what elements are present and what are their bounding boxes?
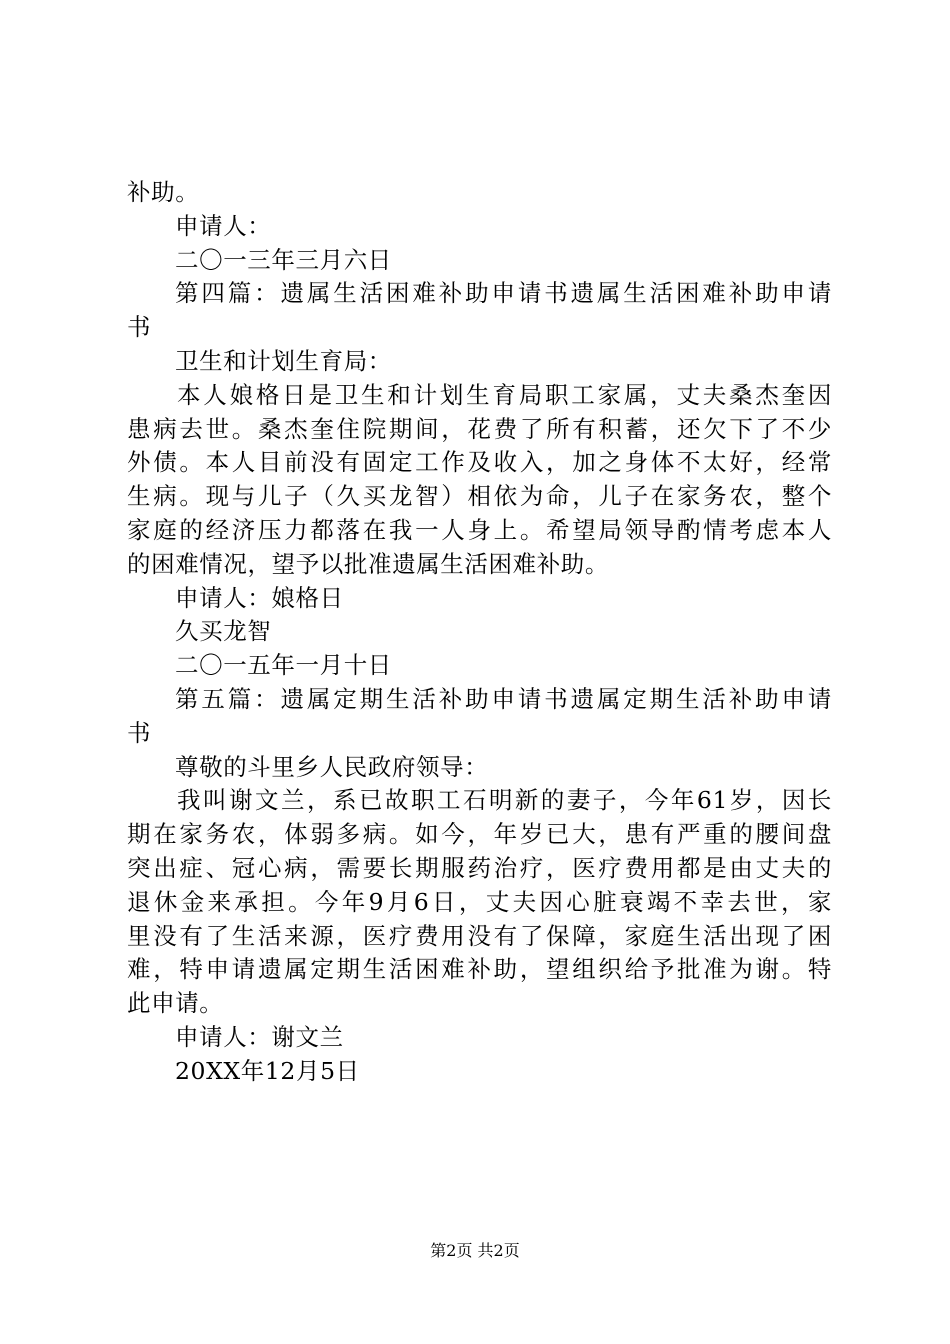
page-footer: 第2页 共2页 bbox=[430, 1241, 520, 1260]
paragraph-line: 突出症、冠心病，需要长期服药治疗，医疗费用都是由丈夫的 bbox=[127, 853, 832, 882]
section-heading-cont: 书 bbox=[127, 313, 152, 342]
paragraph-line: 患病去世。桑杰奎住院期间，花费了所有积蓄，还欠下了不少 bbox=[127, 414, 832, 443]
section-heading: 第五篇：遗属定期生活补助申请书遗属定期生活补助申请 bbox=[175, 684, 832, 713]
paragraph-line: 家庭的经济压力都落在我一人身上。希望局领导酌情考虑本人 bbox=[127, 515, 832, 544]
date-line: 20XX年12月5日 bbox=[175, 1056, 360, 1085]
salutation: 尊敬的斗里乡人民政府领导： bbox=[175, 752, 489, 781]
paragraph-line: 难，特申请遗属定期生活困难补助，望组织给予批准为谢。特 bbox=[127, 955, 832, 984]
document-body bbox=[127, 176, 832, 1089]
section-heading-cont: 书 bbox=[127, 718, 152, 747]
paragraph-line: 期在家务农，体弱多病。如今，年岁已大，患有严重的腰间盘 bbox=[127, 820, 832, 849]
section-heading: 第四篇：遗属生活困难补助申请书遗属生活困难补助申请 bbox=[175, 279, 832, 308]
applicant-label: 申请人：谢文兰 bbox=[175, 1022, 344, 1051]
applicant-label: 申请人： bbox=[175, 211, 272, 240]
date-line: 二〇一三年三月六日 bbox=[175, 245, 392, 274]
salutation: 卫生和计划生育局： bbox=[175, 346, 392, 375]
text-line: 补助。 bbox=[127, 178, 200, 206]
paragraph-line: 此申请。 bbox=[127, 989, 224, 1018]
date-line: 二〇一五年一月十日 bbox=[175, 651, 392, 680]
paragraph-line: 里没有了生活来源，医疗费用没有了保障，家庭生活出现了困 bbox=[127, 921, 832, 950]
paragraph-line: 本人娘格日是卫生和计划生育局职工家属，丈夫桑杰奎因 bbox=[177, 380, 832, 409]
applicant-name: 久买龙智 bbox=[175, 617, 272, 646]
paragraph-line: 我叫谢文兰，系已故职工石明新的妻子，今年61岁，因长 bbox=[177, 786, 832, 815]
paragraph-line: 生病。现与儿子（久买龙智）相依为命，儿子在家务农，整个 bbox=[127, 482, 832, 511]
paragraph-line: 退休金来承担。今年9月6日，丈夫因心脏衰竭不幸去世，家 bbox=[127, 887, 832, 916]
paragraph-line: 外债。本人目前没有固定工作及收入，加之身体不太好，经常 bbox=[127, 448, 832, 477]
applicant-label: 申请人：娘格日 bbox=[175, 583, 344, 612]
paragraph-line: 的困难情况，望予以批准遗属生活困难补助。 bbox=[127, 549, 609, 578]
